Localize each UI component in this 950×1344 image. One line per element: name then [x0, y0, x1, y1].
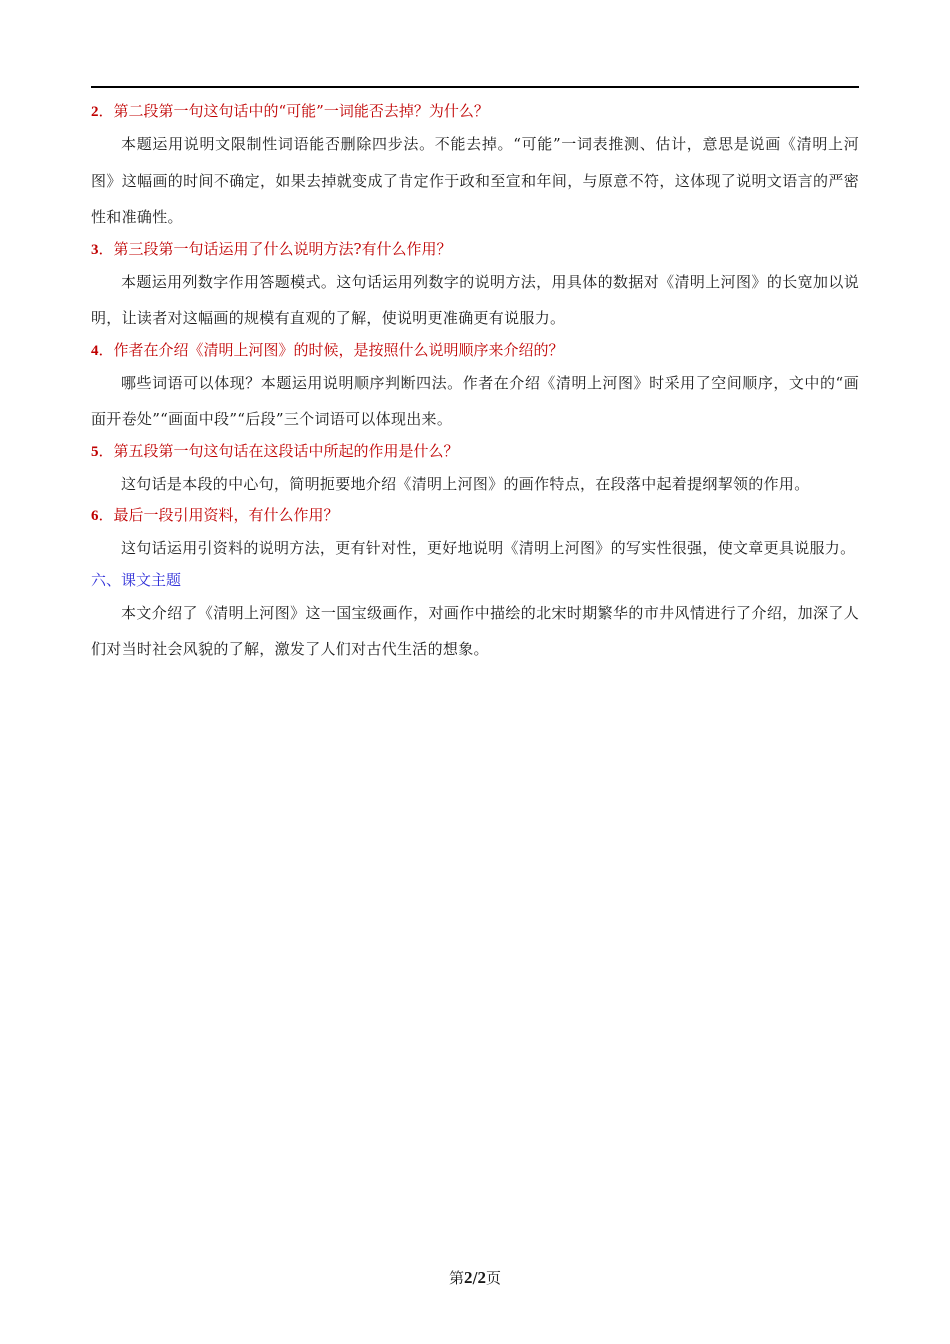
answer-5: 这句话是本段的中心句，简明扼要地介绍《清明上河图》的画作特点，在段落中起着提纲挈领的作用。 — [121, 474, 810, 493]
question-text: ．最后一段引用资料，有什么作用？ — [98, 506, 339, 524]
answer-4: 哪些词语可以体现？本题运用说明顺序判断四法。作者在介绍《清明上河图》时采用了空间顺序，文中的“画面开卷处”“画面中段”“后段”三个词语可以体现出来。 — [91, 373, 859, 428]
document-body — [91, 98, 859, 668]
footer-prefix: 第 — [448, 1269, 464, 1287]
footer-suffix: 页 — [486, 1269, 502, 1287]
footer-total-pages: 2 — [477, 1268, 487, 1287]
section-title: 六、课文主题 — [91, 570, 182, 589]
question-3 — [91, 236, 859, 262]
answer-2: 本题运用说明文限制性词语能否删除四步法。不能去掉。“可能”一词表推测、估计，意思是说画《清明上河图》这幅画的时间不确定，如果去掉就变成了肯定作于政和至宣和年间，与原意不符，这体现了说明文语言的严密性和准确性。 — [91, 135, 859, 226]
section-body: 本文介绍了《清明上河图》这一国宝级画作，对画作中描绘的北宋时期繁华的市井风情进行了介绍，加深了人们对当时社会风貌的了解，激发了人们对古代生活的想象。 — [91, 603, 859, 658]
question-number: 6 — [91, 508, 99, 524]
footer-current-page: 2 — [463, 1268, 473, 1287]
header-rule — [91, 86, 859, 88]
footer-separator: / — [472, 1269, 478, 1287]
answer-6: 这句话运用引资料的说明方法，更有针对性，更好地说明《清明上河图》的写实性很强，使文章更具说服力。 — [121, 539, 856, 557]
answer-3: 本题运用列数字作用答题模式。这句话运用列数字的说明方法，用具体的数据对《清明上河图》的长宽加以说明，让读者对这幅画的规模有直观的了解，使说明更准确更有说服力。 — [91, 272, 859, 327]
question-number: 5 — [91, 443, 99, 460]
question-text: ．第二段第一句这句话中的“可能”一词能否去掉？为什么？ — [98, 102, 489, 120]
question-4 — [91, 337, 859, 363]
question-2 — [91, 98, 859, 124]
page-footer — [0, 1266, 950, 1290]
question-text: ．第五段第一句这句话在这段话中所起的作用是什么？ — [98, 441, 459, 460]
question-number: 3 — [91, 241, 99, 258]
question-text: ．作者在介绍《清明上河图》的时候，是按照什么说明顺序来介绍的？ — [98, 340, 564, 359]
question-5 — [91, 438, 859, 464]
question-number: 2 — [91, 104, 99, 120]
question-number: 4 — [91, 342, 99, 359]
question-text: ．第三段第一句话运用了什么说明方法?有什么作用？ — [98, 239, 452, 258]
question-6 — [91, 502, 859, 528]
